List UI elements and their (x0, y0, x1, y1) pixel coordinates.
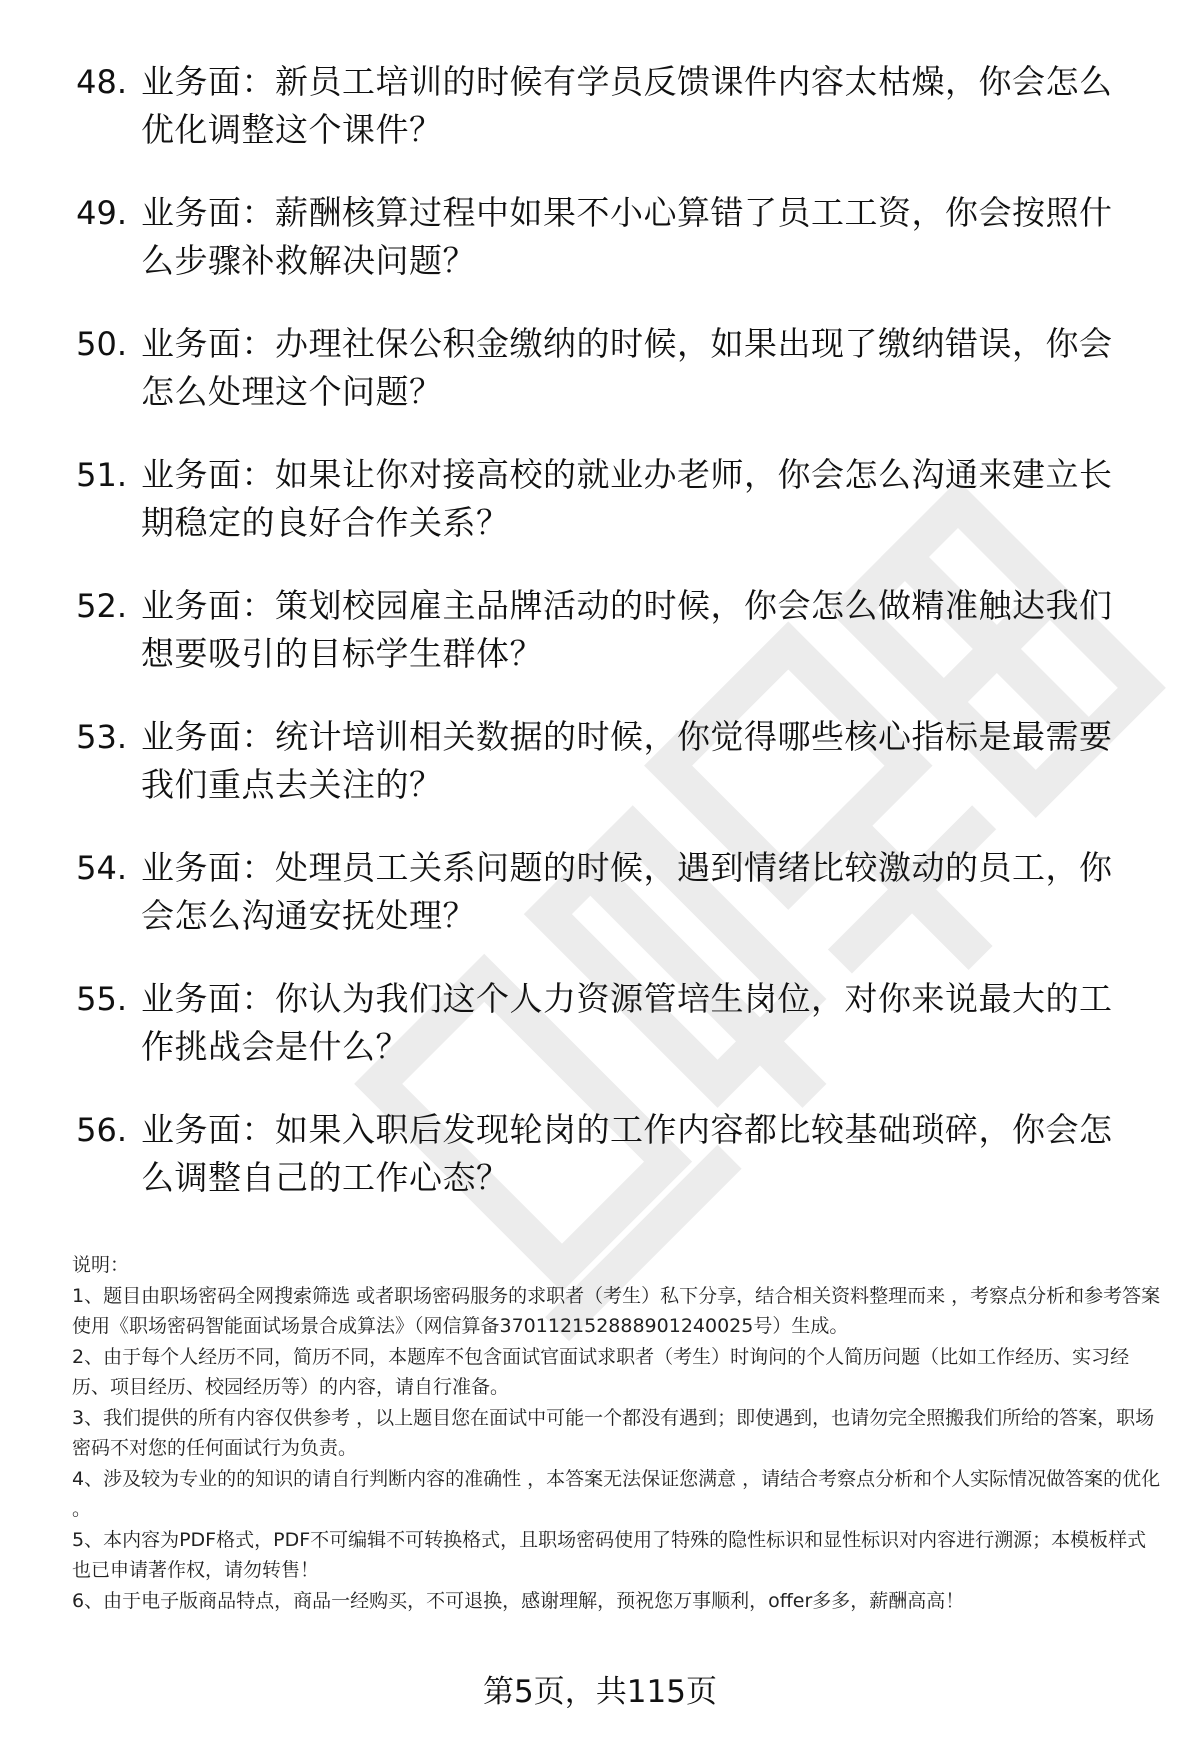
question-text: 业务面：新员工培训的时候有学员反馈课件内容太枯燥，你会怎么优化调整这个课件？ (141, 62, 1113, 149)
question-number: 50. (76, 325, 127, 363)
question-item (55, 1106, 1145, 1237)
question-number: 49. (76, 194, 127, 232)
question-item (55, 189, 1145, 320)
question-item (55, 713, 1145, 844)
question-item (55, 320, 1145, 451)
question-text: 业务面：如果入职后发现轮岗的工作内容都比较基础琐碎，你会怎么调整自己的工作心态？ (141, 1110, 1113, 1197)
note-item: 4、涉及较为专业的的知识的请自行判断内容的准确性 ，本答案无法保证您满意 ，请结合考察点分析和个人实际情况做答案的优化 。 (72, 1467, 1161, 1520)
question-number: 48. (76, 63, 127, 101)
question-item (55, 451, 1145, 582)
question-item (55, 844, 1145, 975)
question-item (55, 58, 1145, 189)
question-text: 业务面：统计培训相关数据的时候，你觉得哪些核心指标是最需要我们重点去关注的？ (141, 717, 1113, 804)
question-text: 业务面：薪酬核算过程中如果不小心算错了员工工资，你会按照什么步骤补救解决问题？ (141, 193, 1113, 280)
question-list (55, 58, 1145, 1237)
notes-section (72, 1250, 1162, 1616)
question-number: 56. (76, 1111, 127, 1149)
question-item (55, 582, 1145, 713)
note-item: 1、题目由职场密码全网搜索筛选 或者职场密码服务的求职者（考生）私下分享，结合相关资料整理而来 ，考察点分析和参考答案使用《职场密码智能面试场景合成算法》（网信算备370112152888901240025号）生成。 (72, 1284, 1161, 1337)
question-text: 业务面：办理社保公积金缴纳的时候，如果出现了缴纳错误，你会怎么处理这个问题？ (141, 324, 1113, 411)
note-item: 6、由于电子版商品特点，商品一经购买，不可退换，感谢理解，预祝您万事顺利，offer多多，薪酬高高！ (72, 1589, 965, 1612)
question-text: 业务面：策划校园雇主品牌活动的时候，你会怎么做精准触达我们想要吸引的目标学生群体？ (141, 586, 1113, 673)
question-text: 业务面：处理员工关系问题的时候，遇到情绪比较激动的员工，你会怎么沟通安抚处理？ (141, 848, 1113, 935)
question-number: 53. (76, 718, 127, 756)
question-text: 业务面：如果让你对接高校的就业办老师，你会怎么沟通来建立长期稳定的良好合作关系？ (141, 455, 1113, 542)
question-text: 业务面：你认为我们这个人力资源管培生岗位，对你来说最大的工作挑战会是什么？ (141, 979, 1113, 1066)
question-number: 51. (76, 456, 127, 494)
note-item: 3、我们提供的所有内容仅供参考 ，以上题目您在面试中可能一个都没有遇到；即使遇到，也请勿完全照搬我们所给的答案，职场密码不对您的任何面试行为负责。 (72, 1406, 1155, 1459)
question-number: 55. (76, 980, 127, 1018)
note-item: 5、本内容为PDF格式，PDF不可编辑不可转换格式，且职场密码使用了特殊的隐性标识和显性标识对内容进行溯源；本模板样式也已申请著作权，请勿转售！ (72, 1528, 1147, 1581)
question-number: 52. (76, 587, 127, 625)
question-item (55, 975, 1145, 1106)
page-number-footer: 第5页，共115页 (483, 1674, 717, 1710)
note-item: 2、由于每个人经历不同，简历不同，本题库不包含面试官面试求职者（考生）时询问的个人简历问题（比如工作经历、实习经历、项目经历、校园经历等）的内容，请自行准备。 (72, 1345, 1130, 1398)
question-number: 54. (76, 849, 127, 887)
notes-heading: 说明： (72, 1254, 130, 1276)
